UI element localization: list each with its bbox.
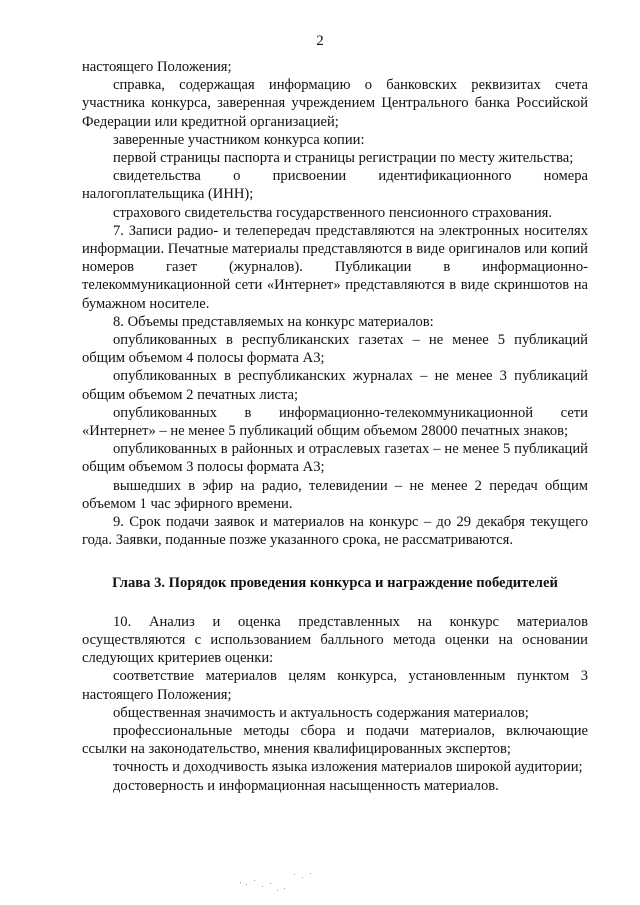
paragraph: опубликованных в районных и отраслевых газетах – не менее 5 публикаций общим объемом 3 полосы формата А3; xyxy=(82,441,588,476)
paragraph: 8. Объемы представляемых на конкурс материалов: xyxy=(113,313,434,330)
paragraph: общественная значимость и актуальность содержания материалов; xyxy=(113,704,529,721)
paragraph: опубликованных в информационно-телекоммуникационной сети «Интернет» – не менее 5 публикаций общим объемом 28000 печатных знаков; xyxy=(82,404,588,440)
paragraph: соответствие материалов целям конкурса, установленным пунктом 3 настоящего Положения; xyxy=(82,668,588,703)
paragraph: опубликованных в республиканских журналах – не менее 3 публикаций общим объемом 2 печатных листа; xyxy=(82,368,588,403)
paragraph: настоящего Положения; xyxy=(82,59,232,75)
faint-scan-marks xyxy=(232,868,342,898)
paragraph: достоверность и информационная насыщенность материалов. xyxy=(113,777,499,794)
paragraph: свидетельства о присвоении идентификационного номера налогоплательщика (ИНН); xyxy=(82,168,588,203)
document-body xyxy=(82,58,588,795)
paragraph: 10. Анализ и оценка представленных на конкурс материалов осуществляются с использованием балльного метода оценки на основании следующих критериев оценки: xyxy=(82,613,588,667)
paragraph: 9. Срок подачи заявок и материалов на конкурс – до 29 декабря текущего года. Заявки, поданные позже указанного срока, не рассматриваются. xyxy=(82,514,588,549)
paragraph: страхового свидетельства государственного пенсионного страхования. xyxy=(113,204,552,221)
paragraph: вышедших в эфир на радио, телевидении – не менее 2 передач общим объемом 1 час эфирного времени. xyxy=(82,477,588,512)
paragraph: первой страницы паспорта и страницы регистрации по месту жительства; xyxy=(113,150,574,167)
page-number: 2 xyxy=(316,33,324,49)
paragraph: профессиональные методы сбора и подачи материалов, включающие ссылки на законодательство, мнения квалифицированных экспертов; xyxy=(82,722,588,758)
chapter-heading: Глава 3. Порядок проведения конкурса и награждение победителей xyxy=(112,575,558,592)
paragraph: справка, содержащая информацию о банковских реквизитах счета участника конкурса, заверенная учреждением Центрального банка Российской Федерации или кредитной организацией; xyxy=(82,77,588,130)
paragraph: 7. Записи радио- и телепередач представляются на электронных носителях информации. Печатные материалы представляются в виде оригиналов или копий номеров газет (журналов). Публикации в информационно-телекоммуникационной сети «Интернет» представляются в виде скриншотов на бумажном носителе. xyxy=(82,222,588,312)
paragraph: заверенные участником конкурса копии: xyxy=(113,131,365,148)
paragraph: точность и доходчивость языка изложения материалов широкой аудитории; xyxy=(113,759,583,776)
paragraph: опубликованных в республиканских газетах – не менее 5 публикаций общим объемом 4 полосы формата А3; xyxy=(82,332,588,367)
